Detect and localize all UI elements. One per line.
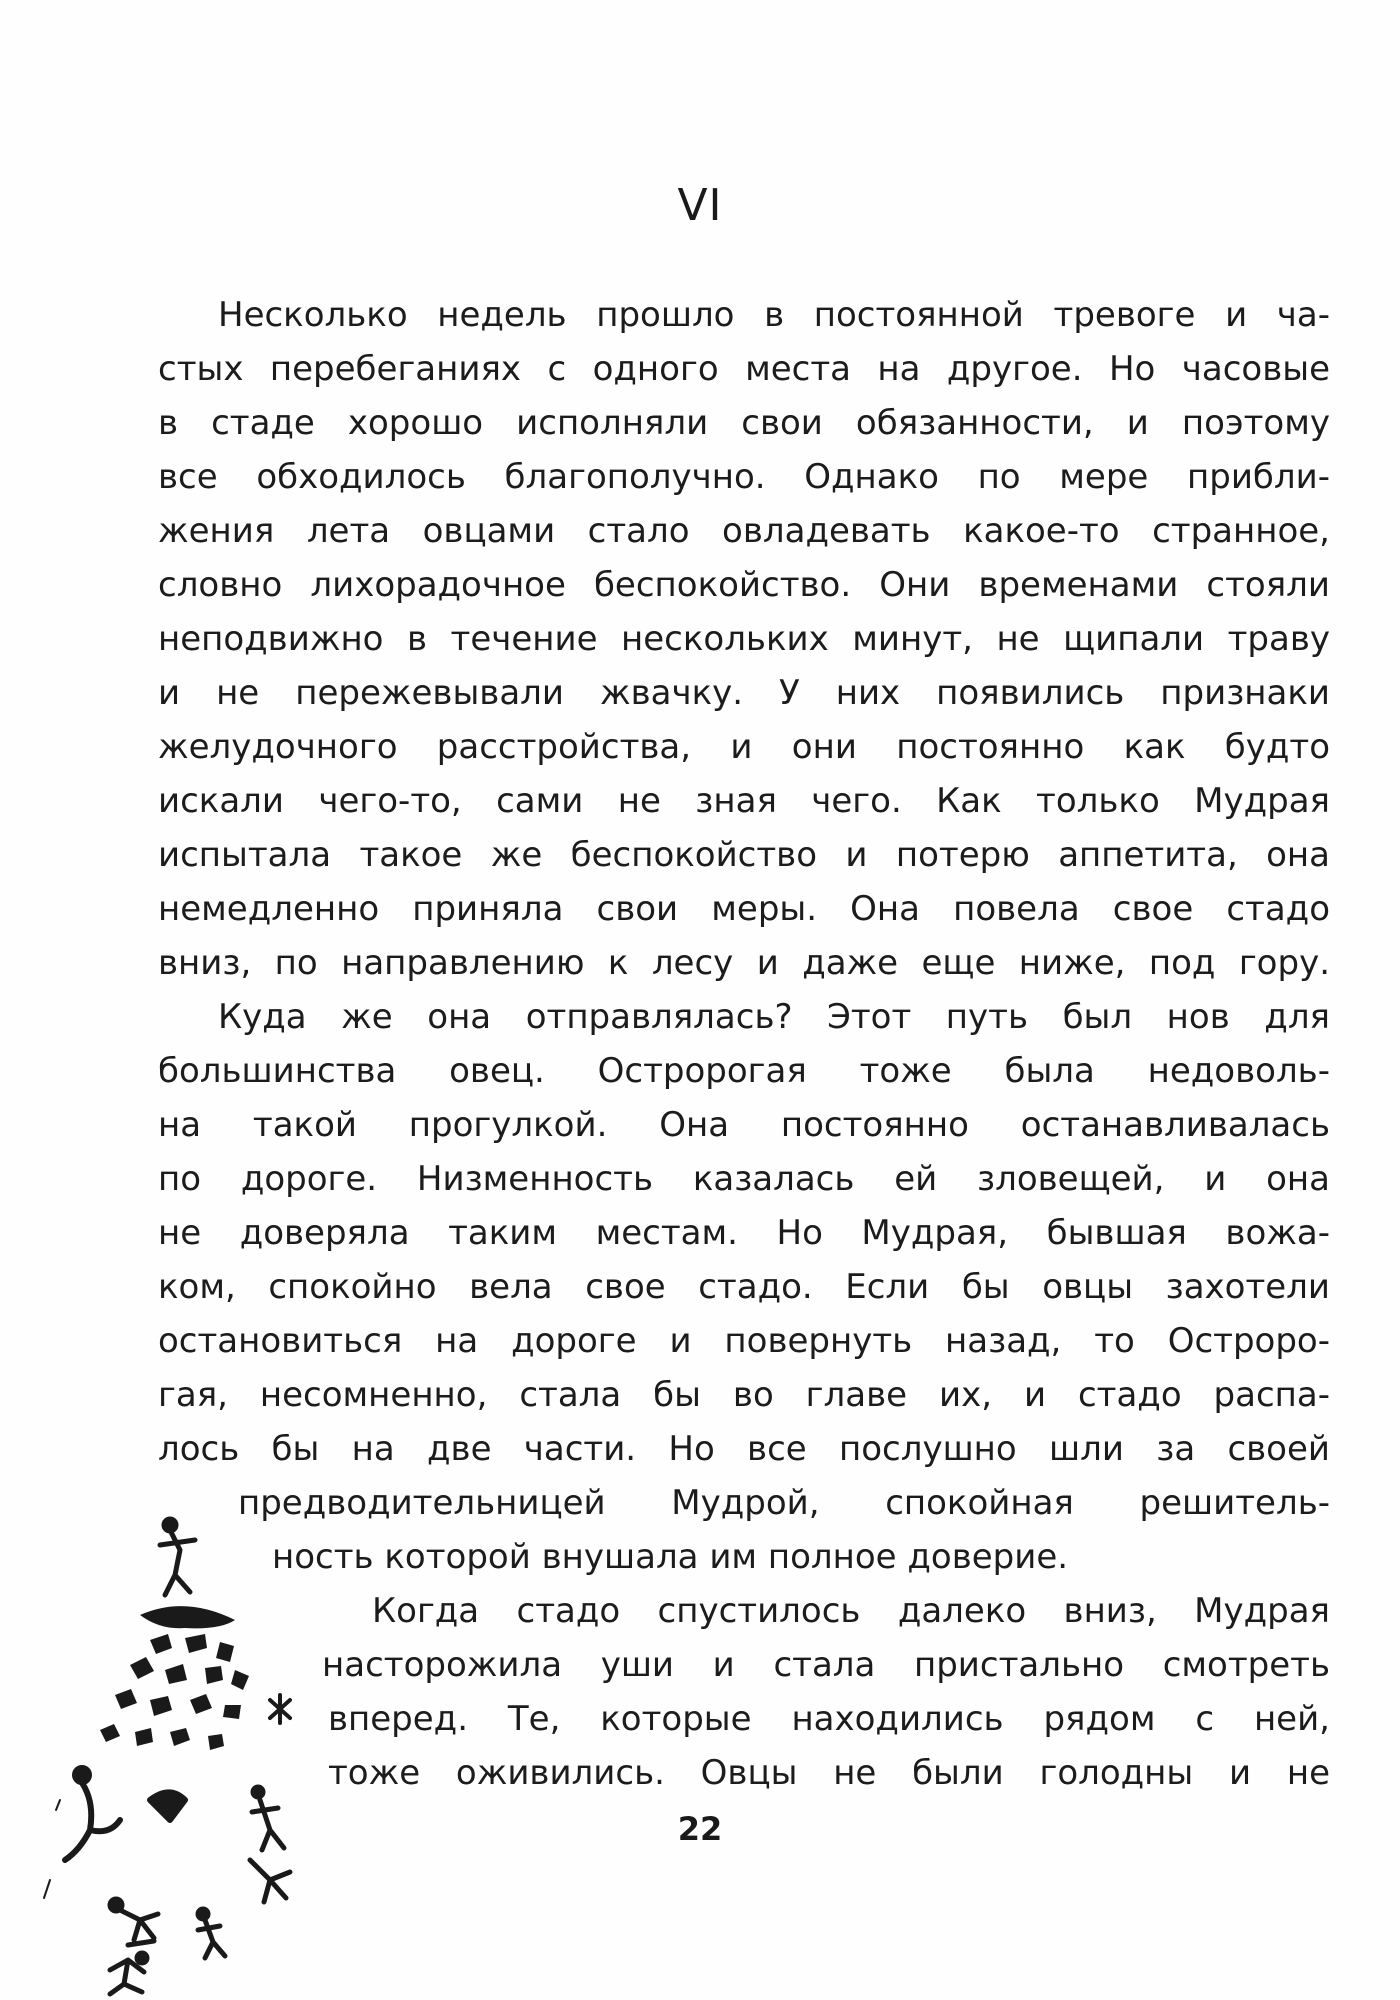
rock-art-illustration xyxy=(20,1500,320,2000)
stick-figure-icon xyxy=(160,1519,195,1595)
scratch-mark-icon xyxy=(44,1800,60,1898)
text-line: Когда стадо спустилось далеко вниз, Мудрая xyxy=(372,1591,1330,1631)
text-line: стых перебеганиях с одного места на другое. Но часовые xyxy=(158,349,1330,389)
text-line: остановиться на дороге и повернуть назад, то Остроро- xyxy=(158,1321,1330,1361)
text-line: ком, спокойно вела свое стадо. Если бы овцы захотели xyxy=(158,1267,1330,1307)
stick-figure-icon xyxy=(110,1899,225,1958)
text-line: предводительницей Мудрой, спокойная решитель- xyxy=(238,1483,1330,1523)
text-line: жения лета овцами стало овладевать какое-то странное, xyxy=(158,511,1330,551)
stick-figure-icon xyxy=(250,1787,290,1902)
text-line: вперед. Те, которые находились рядом с ней, xyxy=(328,1699,1330,1739)
animal-figure-icon xyxy=(65,1768,185,1860)
text-line: в стаде хорошо исполняли свои обязанности, и поэтому xyxy=(158,403,1330,443)
stick-figure-icon xyxy=(110,1953,147,1994)
text-line: желудочного расстройства, и они постоянно как будто xyxy=(158,727,1330,767)
text-line: испытала такое же беспокойство и потерю аппетита, она xyxy=(158,835,1330,875)
text-line: на такой прогулкой. Она постоянно останавливалась xyxy=(158,1105,1330,1145)
text-line: тоже оживились. Овцы не были голодны и не xyxy=(328,1753,1330,1793)
text-line: Куда же она отправлялась? Этот путь был нов для xyxy=(218,997,1330,1037)
rock-mound-icon xyxy=(100,1606,249,1750)
text-line: не доверяла таким местам. Но Мудрая, бывшая вожа- xyxy=(158,1213,1330,1253)
text-line: и не пережевывали жвачку. У них появились признаки xyxy=(158,673,1330,713)
text-line: вниз, по направлению к лесу и даже еще ниже, под гору. xyxy=(158,943,1330,983)
text-line: неподвижно в течение нескольких минут, не щипали траву xyxy=(158,619,1330,659)
chapter-heading: VI xyxy=(677,180,723,231)
text-line: немедленно приняла свои меры. Она повела свое стадо xyxy=(158,889,1330,929)
text-line: по дороге. Низменность казалась ей зловещей, и она xyxy=(158,1159,1330,1199)
text-line: большинства овец. Остророгая тоже была недоволь- xyxy=(158,1051,1330,1091)
text-line: Несколько недель прошло в постоянной тревоге и ча- xyxy=(218,295,1330,335)
text-line: все обходилось благополучно. Однако по мере прибли- xyxy=(158,457,1330,497)
page-number: 22 xyxy=(677,1810,723,1848)
text-line: ность которой внушала им полное доверие. xyxy=(272,1537,1069,1577)
text-line: насторожила уши и стала пристально смотреть xyxy=(322,1645,1330,1685)
text-line: лось бы на две части. Но все послушно шли за своей xyxy=(158,1429,1330,1469)
text-line: гая, несомненно, стала бы во главе их, и стадо распа- xyxy=(158,1375,1330,1415)
beetle-icon xyxy=(270,1695,290,1723)
text-line: словно лихорадочное беспокойство. Они временами стояли xyxy=(158,565,1330,605)
text-line: искали чего-то, сами не зная чего. Как только Мудрая xyxy=(158,781,1330,821)
